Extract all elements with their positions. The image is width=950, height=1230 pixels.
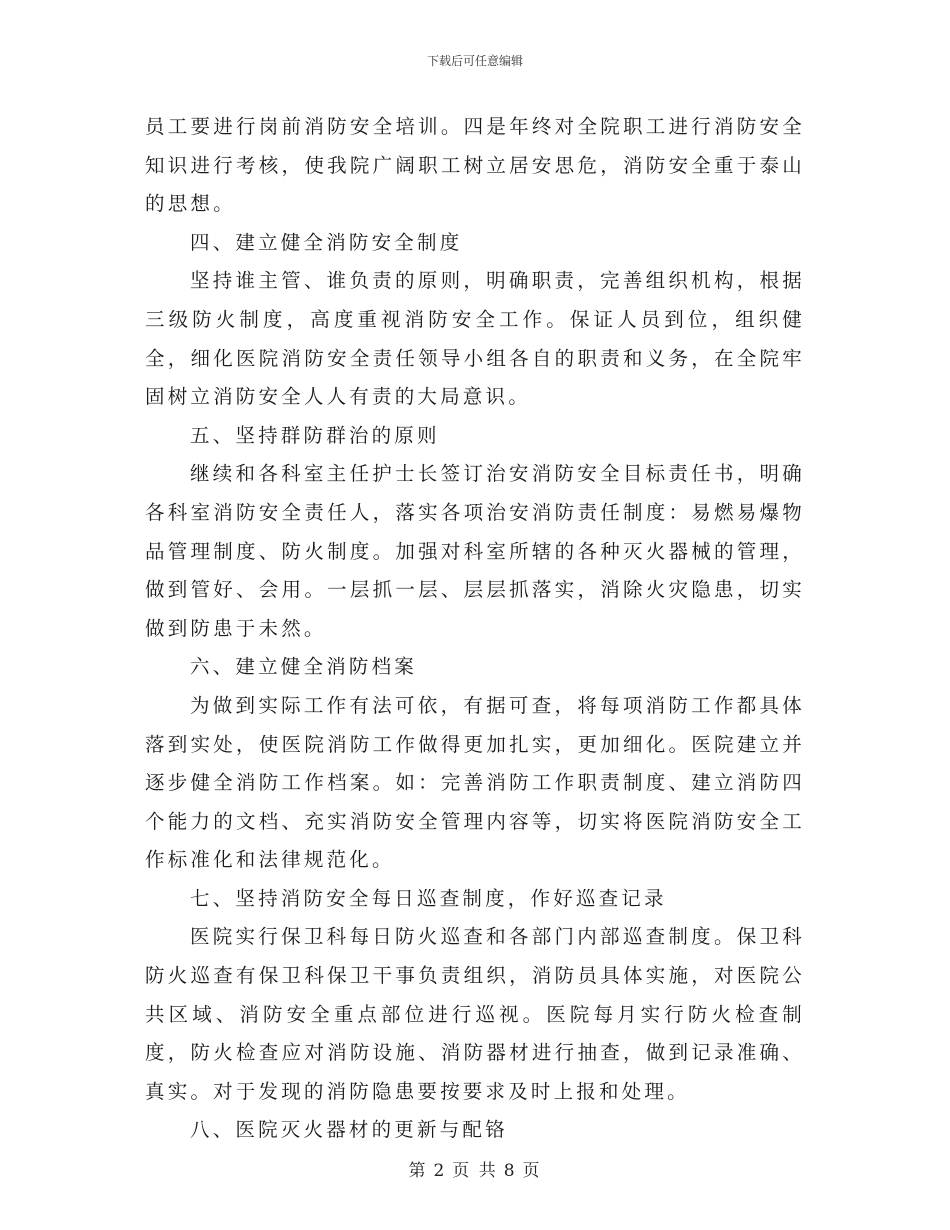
section-heading-8: 八、医院灭火器材的更新与配铬 xyxy=(190,1118,508,1142)
section-heading-7: 七、坚持消防安全每日巡查制度，作好巡查记录 xyxy=(190,886,667,910)
page-header: 下载后可任意编辑 xyxy=(426,54,523,68)
page-footer xyxy=(0,1156,950,1181)
paragraph-continuation: 员工要进行岗前消防安全培训。四是年终对全院职工进行消防安全知识进行考核，使我院广阔职工树立居安思危，消防安全重于泰山的思想。 xyxy=(145,115,805,216)
footer-middle: 页 共 xyxy=(452,1161,498,1181)
section-heading-4: 四、建立健全消防安全制度 xyxy=(190,230,463,254)
paragraph: 继续和各科室主任护士长签订治安消防安全目标责任书，明确各科室消防安全责任人，落实各项治安消防责任制度：易燃易爆物品管理制度、防火制度。加强对科室所辖的各种灭火器械的管理，做到管好、会用。一层抓一层、层层抓落实，消除火灾隐患，切实做到防患于未然。 xyxy=(145,462,805,640)
total-pages: 8 xyxy=(503,1161,517,1181)
paragraph: 为做到实际工作有法可依，有据可查，将每项消防工作都具体落到实处，使医院消防工作做得更加扎实，更加细化。医院建立并逐步健全消防工作档案。如：完善消防工作职责制度、建立消防四个能力的文档、充实消防安全管理内容等，切实将医院消防安全工作标准化和法律规范化。 xyxy=(145,693,805,872)
section-heading-5: 五、坚持群防群治的原则 xyxy=(190,423,440,447)
paragraph: 医院实行保卫科每日防火巡查和各部门内部巡查制度。保卫科防火巡查有保卫科保卫干事负责组织，消防员具体实施，对医院公共区域、消防安全重点部位进行巡视。医院每月实行防火检查制度，防火检查应对消防设施、消防器材进行抽查，做到记录准确、真实。对于发现的消防隐患要按要求及时上报和处理。 xyxy=(145,925,805,1103)
document-body xyxy=(145,108,805,1150)
page-number: 2 xyxy=(433,1161,447,1181)
paragraph: 坚持谁主管、谁负责的原则，明确职责，完善组织机构，根据三级防火制度，高度重视消防安全工作。保证人员到位，组织健全，细化医院消防安全责任领导小组各自的职责和义务，在全院牢固树立消防安全人人有责的大局意识。 xyxy=(145,269,805,409)
section-heading-6: 六、建立健全消防档案 xyxy=(190,655,418,679)
footer-suffix: 页 xyxy=(522,1161,542,1181)
footer-prefix: 第 xyxy=(408,1161,428,1181)
